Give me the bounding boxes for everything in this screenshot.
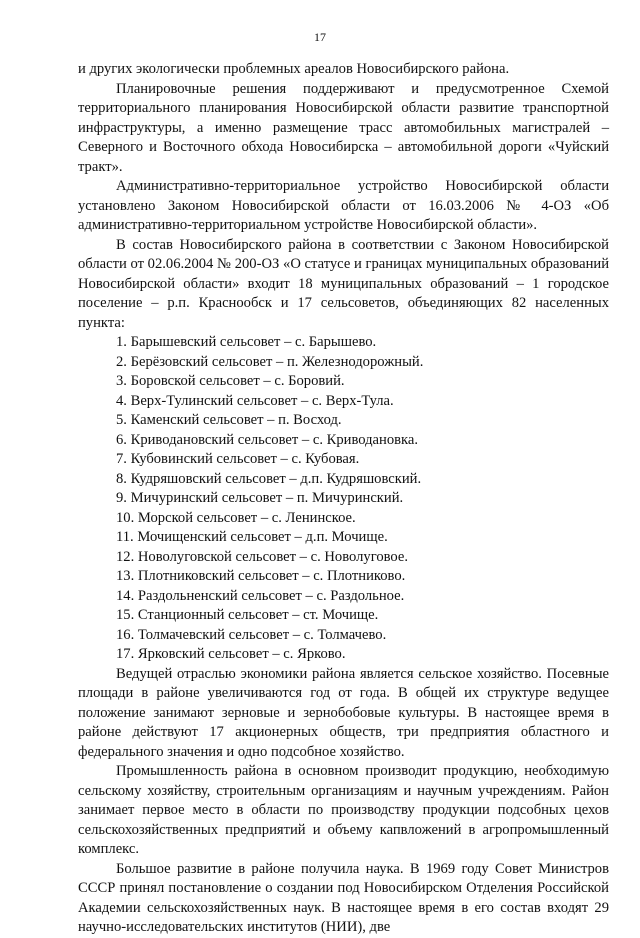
paragraph-agriculture: Ведущей отраслью экономики района является сельское хозяйство. Посевные площади в районе увеличиваются год от года. В общей их структуре ведущее положение занимают зерновые и зернобобовые культуры. В настоящее время в районе действуют 17 акционерных обществ, три предприятия областного и федерального значения и одно подсобное хозяйство. — [78, 665, 609, 760]
list-item: 9. Мичуринский сельсовет – п. Мичуринский. — [116, 490, 404, 506]
list-item: 14. Раздольненский сельсовет – с. Раздольное. — [116, 587, 405, 604]
list-item: 13. Плотниковский сельсовет – с. Плотниково. — [116, 568, 406, 584]
page-number: 17 — [314, 30, 326, 44]
list-item: 15. Станционный сельсовет – ст. Мочище. — [116, 607, 379, 623]
list-item: 5. Каменский сельсовет – п. Восход. — [116, 412, 342, 428]
list-item: 6. Криводановский сельсовет – с. Криводановка. — [116, 431, 419, 448]
list-item: 4. Верх-Тулинский сельсовет – с. Верх-Тула. — [116, 392, 394, 409]
paragraph-transport: Планировочные решения поддерживают и предусмотренное Схемой территориального планирования Новосибирской области развитие транспортной инфраструктуры, а именно размещение трасс автомобильных магистралей – Северного и Восточного обхода Новосибирска – автомобильной дороги «Чуйский тракт». — [78, 80, 609, 175]
list-item: 8. Кудряшовский сельсовет – д.п. Кудряшовский. — [116, 470, 422, 487]
paragraph-municipalities: В состав Новосибирского района в соответствии с Законом Новосибирской области от 02.06.2004 № 200-ОЗ «О статусе и границах муниципальных образований Новосибирской области» входит 18 муниципальных образований – 1 городское поселение – р.п. Краснообск и 17 сельсоветов, объединяющих 82 населенных пункта: — [78, 236, 609, 331]
list-item: 16. Толмачевский сельсовет – с. Толмачево. — [116, 626, 387, 643]
document-body — [78, 60, 609, 938]
list-item: 12. Новолуговской сельсовет – с. Новолуговое. — [116, 548, 409, 565]
list-item: 17. Ярковский сельсовет – с. Ярково. — [116, 646, 346, 662]
list-item: 11. Мочищенский сельсовет – д.п. Мочище. — [116, 529, 388, 545]
paragraph-continuation: и других экологически проблемных ареалов Новосибирского района. — [78, 61, 510, 77]
list-item: 7. Кубовинский сельсовет – с. Кубовая. — [116, 451, 360, 467]
paragraph-industry: Промышленность района в основном производит продукцию, необходимую сельскому хозяйству, строительным организациям и научным учреждениям. Район занимает первое место в области по производству продукции подсобных цехов сельскохозяйственных предприятий и объему капвложений в агропромышленный комплекс. — [78, 763, 609, 857]
paragraph-admin-structure: Административно-территориальное устройство Новосибирской области установлено Законом Новосибирской области от 16.03.2006 № 4-ОЗ «Об административно-территориальном устройстве Новосибирской области». — [78, 178, 609, 233]
list-item: 10. Морской сельсовет – с. Ленинское. — [116, 509, 356, 526]
list-item: 2. Берёзовский сельсовет – п. Железнодорожный. — [116, 353, 424, 370]
list-item: 3. Боровской сельсовет – с. Боровий. — [116, 373, 345, 389]
paragraph-science: Большое развитие в районе получила наука. В 1969 году Совет Министров СССР принял постановление о создании под Новосибирском Отделения Российской Академии сельскохозяйственных наук. В настоящее время в его состав входят 29 научно-исследовательских институтов (НИИ), две — [78, 860, 609, 935]
list-item: 1. Барышевский сельсовет – с. Барышево. — [116, 334, 377, 350]
selsovet-list — [78, 333, 609, 665]
